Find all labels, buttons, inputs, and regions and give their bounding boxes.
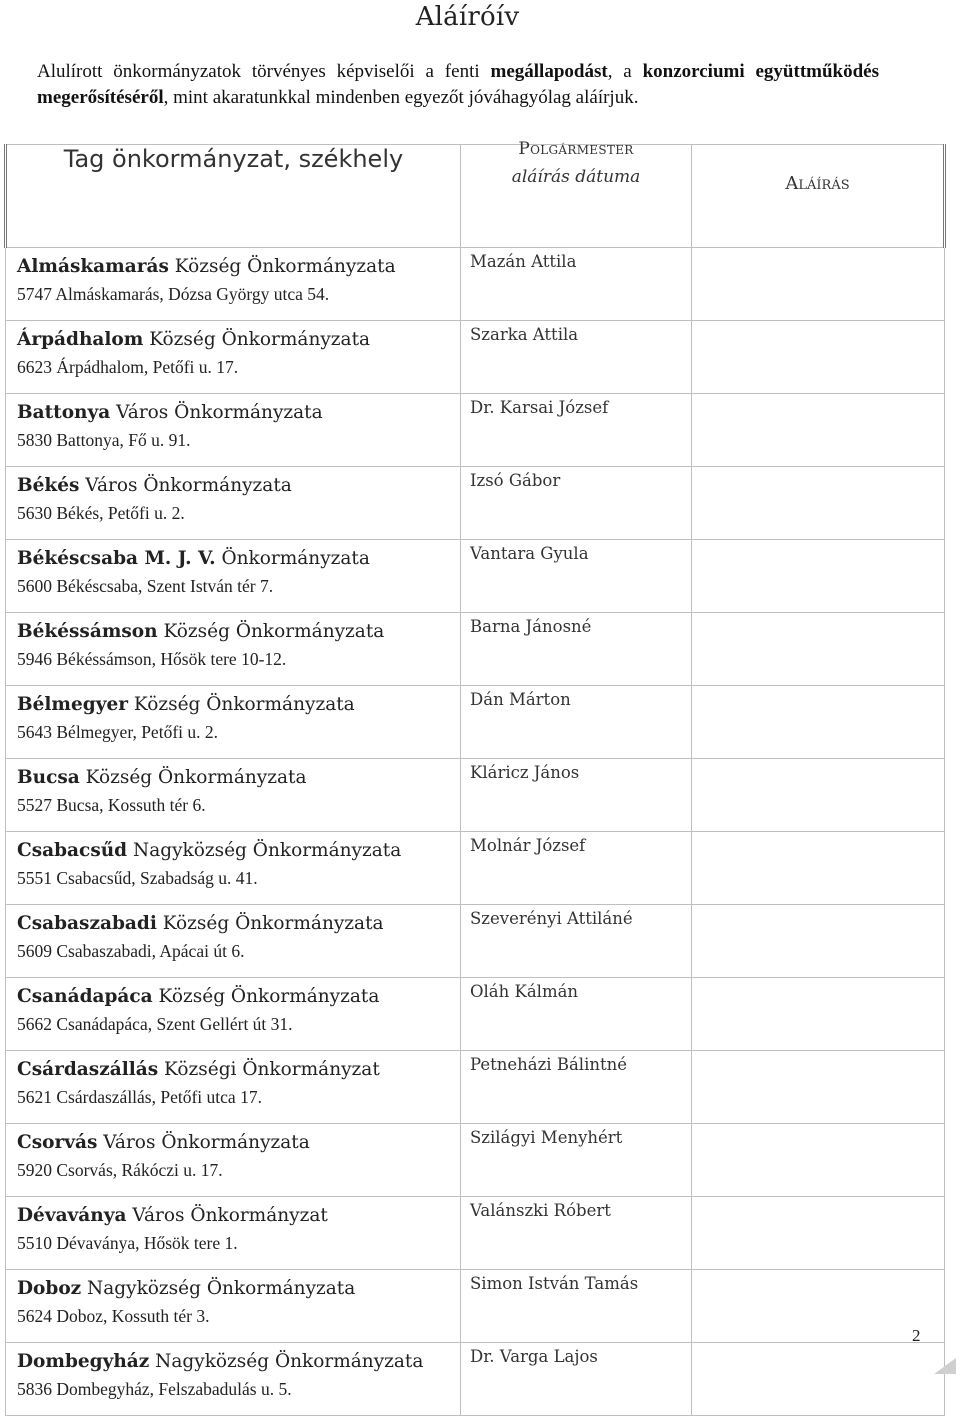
table-row	[6, 394, 945, 467]
organization-name-rest: Város Önkormányzata	[97, 1132, 310, 1153]
organization-address: 5551 Csabacsűd, Szabadság u. 41.	[17, 868, 258, 888]
organization-address: 5630 Békés, Petőfi u. 2.	[17, 503, 185, 523]
organization-name-bold: Békéssámson	[17, 621, 158, 642]
signature-cell[interactable]	[692, 1124, 945, 1197]
organization-address: 5836 Dombegyház, Felszabadulás u. 5.	[17, 1379, 292, 1399]
organization-name-rest: Nagyközség Önkormányzata	[149, 1351, 424, 1372]
mayor-name: Dán Márton	[461, 686, 692, 759]
organization-name-bold: Békés	[17, 475, 80, 496]
organization-cell	[6, 832, 461, 905]
organization-name	[17, 1130, 460, 1156]
mayor-name: Molnár József	[461, 832, 692, 905]
organization-cell	[6, 1270, 461, 1343]
mayor-name: Valánszki Róbert	[461, 1197, 692, 1270]
mayor-name: Kláricz János	[461, 759, 692, 832]
organization-name-bold: Battonya	[17, 402, 111, 423]
intro-bold-agreement: megállapodást	[490, 61, 608, 82]
organization-name	[17, 911, 460, 937]
organization-name-bold: Doboz	[17, 1278, 82, 1299]
table-row	[6, 540, 945, 613]
signature-cell[interactable]	[692, 978, 945, 1051]
organization-address: 6623 Árpádhalom, Petőfi u. 17.	[17, 357, 239, 377]
mayor-name: Oláh Kálmán	[461, 978, 692, 1051]
page-number: 2	[912, 1326, 921, 1345]
organization-name	[17, 473, 460, 499]
organization-name	[17, 546, 460, 572]
header-organization: Tag önkormányzat, székhely	[6, 145, 461, 248]
organization-name-bold: Békéscsaba M. J. V.	[17, 548, 216, 569]
organization-name-bold: Bucsa	[17, 767, 80, 788]
page-title: Aláíróív	[415, 2, 520, 32]
signature-cell[interactable]	[692, 321, 945, 394]
signature-cell[interactable]	[692, 1270, 945, 1343]
organization-name-bold: Almáskamarás	[17, 256, 169, 277]
organization-name	[17, 1349, 460, 1375]
organization-name-bold: Árpádhalom	[17, 329, 144, 350]
mayor-name: Szilágyi Menyhért	[461, 1124, 692, 1197]
organization-address: 5747 Almáskamarás, Dózsa György utca 54.	[17, 284, 330, 304]
organization-cell	[6, 978, 461, 1051]
organization-address: 5662 Csanádapáca, Szent Gellért út 31.	[17, 1014, 293, 1034]
signature-cell[interactable]	[692, 905, 945, 978]
organization-name-rest: Község Önkormányzata	[127, 694, 355, 715]
organization-name	[17, 692, 460, 718]
organization-name	[17, 1203, 460, 1229]
organization-name	[17, 1057, 460, 1083]
organization-address: 5624 Doboz, Kossuth tér 3.	[17, 1306, 210, 1326]
organization-name	[17, 1276, 460, 1302]
organization-name	[17, 254, 460, 280]
organization-name-rest: Község Önkormányzata	[143, 329, 371, 350]
table-row	[6, 321, 945, 394]
signature-cell[interactable]	[692, 394, 945, 467]
intro-bold-consortium: konzorciumi együttműködés megerősítéséről	[37, 61, 880, 108]
intro-text-3: , mint akaratunkkal mindenben egyezőt jóváhagyólag aláírjuk.	[163, 87, 639, 108]
organization-name-bold: Dévaványa	[17, 1205, 127, 1226]
organization-name-bold: Dombegyház	[17, 1351, 150, 1372]
signature-table	[4, 139, 946, 1416]
header-mayor-date: aláírás dátuma	[511, 167, 641, 187]
organization-cell	[6, 1051, 461, 1124]
signature-cell[interactable]	[692, 540, 945, 613]
organization-name-rest: Önkormányzata	[215, 548, 370, 569]
organization-name-bold: Csabaszabadi	[17, 913, 157, 934]
mayor-name: Simon István Tamás	[461, 1270, 692, 1343]
organization-name-rest: Község Önkormányzata	[168, 256, 396, 277]
signature-cell[interactable]	[692, 686, 945, 759]
organization-name	[17, 984, 460, 1010]
organization-name-rest: Község Önkormányzata	[79, 767, 307, 788]
table-row	[6, 978, 945, 1051]
organization-name-rest: Város Önkormányzata	[110, 402, 323, 423]
signature-cell[interactable]	[692, 613, 945, 686]
header-mayor	[461, 139, 692, 248]
organization-name-rest: Nagyközség Önkormányzata	[127, 840, 402, 861]
table-row	[6, 1051, 945, 1124]
organization-address: 5946 Békéssámson, Hősök tere 10-12.	[17, 649, 287, 669]
signature-cell[interactable]	[692, 467, 945, 540]
organization-name-bold: Csabacsűd	[17, 840, 128, 861]
organization-name-bold: Csorvás	[17, 1132, 98, 1153]
organization-cell	[6, 759, 461, 832]
organization-name	[17, 400, 460, 426]
organization-name-rest: Város Önkormányzat	[126, 1205, 328, 1226]
organization-cell	[6, 1124, 461, 1197]
table-row	[6, 832, 945, 905]
signature-cell[interactable]	[692, 248, 945, 321]
organization-name-bold: Csárdaszállás	[17, 1059, 159, 1080]
signature-cell[interactable]	[692, 1051, 945, 1124]
mayor-name: Szeverényi Attiláné	[461, 905, 692, 978]
organization-cell	[6, 394, 461, 467]
table-row	[6, 1343, 945, 1416]
organization-cell	[6, 613, 461, 686]
header-mayor-title: Polgármester	[518, 139, 634, 159]
organization-cell	[6, 1343, 461, 1416]
signature-cell[interactable]	[692, 832, 945, 905]
organization-address: 5600 Békéscsaba, Szent István tér 7.	[17, 576, 274, 596]
mayor-name: Dr. Varga Lajos	[461, 1343, 692, 1416]
organization-cell	[6, 321, 461, 394]
organization-cell	[6, 905, 461, 978]
page-corner-decoration	[934, 1358, 956, 1374]
organization-address: 5920 Csorvás, Rákóczi u. 17.	[17, 1160, 223, 1180]
signature-cell[interactable]	[692, 1343, 945, 1416]
organization-name	[17, 765, 460, 791]
mayor-name: Vantara Gyula	[461, 540, 692, 613]
organization-name-rest: Község Önkormányzata	[152, 986, 380, 1007]
signature-cell[interactable]	[692, 1197, 945, 1270]
intro-text-2: , a	[607, 61, 643, 82]
organization-name-rest: Község Önkormányzata	[156, 913, 384, 934]
table-row	[6, 1270, 945, 1343]
organization-cell	[6, 540, 461, 613]
organization-address: 5510 Dévaványa, Hősök tere 1.	[17, 1233, 238, 1253]
table-row	[6, 248, 945, 321]
organization-cell	[6, 467, 461, 540]
mayor-name: Barna Jánosné	[461, 613, 692, 686]
organization-cell	[6, 248, 461, 321]
organization-name	[17, 619, 460, 645]
organization-address: 5609 Csabaszabadi, Apácai út 6.	[17, 941, 245, 961]
organization-name-rest: Községi Önkormányzat	[158, 1059, 380, 1080]
table-header-row	[6, 145, 945, 248]
table-row	[6, 1197, 945, 1270]
table-row	[6, 759, 945, 832]
table-row	[6, 613, 945, 686]
organization-name	[17, 327, 460, 353]
intro-text-1: Alulírott önkormányzatok törvényes képviselői a fenti	[37, 61, 491, 82]
organization-address: 5621 Csárdaszállás, Petőfi utca 17.	[17, 1087, 262, 1107]
mayor-name: Izsó Gábor	[461, 467, 692, 540]
table-row	[6, 905, 945, 978]
organization-name	[17, 838, 460, 864]
mayor-name: Petneházi Bálintné	[461, 1051, 692, 1124]
organization-cell	[6, 1197, 461, 1270]
organization-name-rest: Község Önkormányzata	[157, 621, 385, 642]
mayor-name: Dr. Karsai József	[461, 394, 692, 467]
organization-cell	[6, 686, 461, 759]
organization-name-rest: Város Önkormányzata	[79, 475, 292, 496]
organization-address: 5830 Battonya, Fő u. 91.	[17, 430, 191, 450]
organization-name-bold: Bélmegyer	[17, 694, 128, 715]
organization-address: 5643 Bélmegyer, Petőfi u. 2.	[17, 722, 219, 742]
table-row	[6, 1124, 945, 1197]
organization-address: 5527 Bucsa, Kossuth tér 6.	[17, 795, 206, 815]
organization-name-bold: Csanádapáca	[17, 986, 153, 1007]
table-row	[6, 467, 945, 540]
organization-name-rest: Nagyközség Önkormányzata	[81, 1278, 356, 1299]
mayor-name: Szarka Attila	[461, 321, 692, 394]
intro-paragraph	[37, 59, 879, 111]
mayor-name: Mazán Attila	[461, 248, 692, 321]
signature-cell[interactable]	[692, 759, 945, 832]
header-signature: Aláírás	[692, 145, 945, 248]
table-row	[6, 686, 945, 759]
